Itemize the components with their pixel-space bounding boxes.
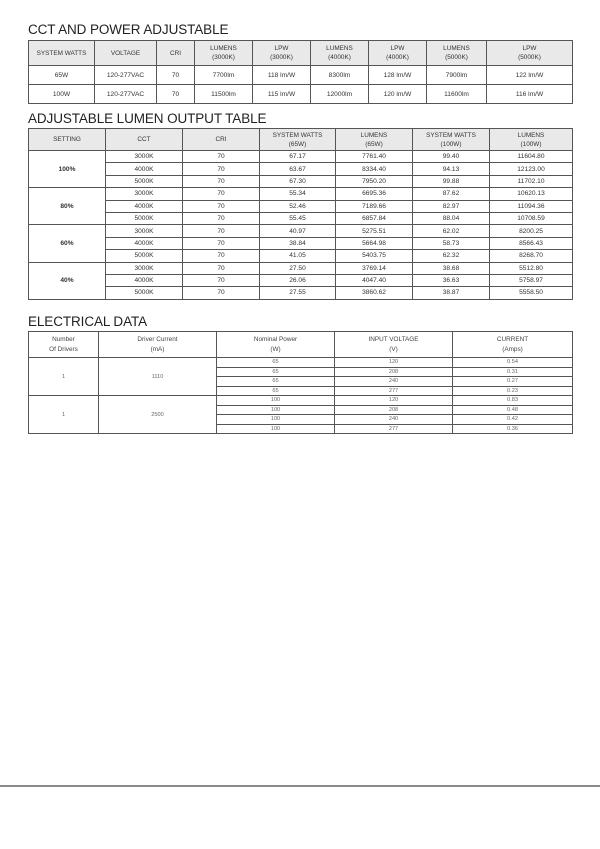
table-cell: 65	[217, 386, 335, 396]
table-cell: 67.17	[260, 151, 336, 163]
table-row	[29, 188, 573, 200]
column-header	[336, 129, 413, 151]
column-header	[413, 129, 490, 151]
table-cell: 5512.80	[490, 262, 573, 274]
header-label: SYSTEM WATTS	[426, 131, 476, 139]
header-label: LUMENS	[360, 131, 388, 139]
header-unit: (W)	[270, 345, 281, 353]
header-label: LPW	[522, 45, 537, 52]
column-header	[99, 332, 217, 358]
table-cell: 0.31	[453, 367, 573, 377]
table-cell: 38.68	[413, 262, 490, 274]
table-cell: 70	[157, 85, 195, 104]
table-row	[29, 250, 573, 262]
header-unit: (mA)	[150, 345, 165, 353]
table-cell: 208	[335, 405, 453, 415]
table-cell: 0.48	[453, 405, 573, 415]
table-cell: 70	[183, 262, 260, 274]
setting-cell: 100%	[29, 151, 106, 188]
table-cell: 70	[157, 66, 195, 85]
header-unit: (4000K)	[386, 54, 409, 61]
setting-cell: 60%	[29, 225, 106, 262]
table-cell: 70	[183, 200, 260, 212]
table-cell: 70	[183, 225, 260, 237]
electrical-data-title: ELECTRICAL DATA	[28, 314, 148, 329]
table-cell: 11600lm	[427, 85, 487, 104]
table-cell: 5000K	[106, 250, 183, 262]
electrical-data-table	[28, 331, 573, 434]
table-cell: 58.73	[413, 237, 490, 249]
header-unit: (3000K)	[212, 54, 235, 61]
table-cell: 208	[335, 367, 453, 377]
column-header	[490, 129, 573, 151]
table-cell: 8566.43	[490, 237, 573, 249]
table-cell: 70	[183, 250, 260, 262]
header-label: Number	[52, 335, 75, 343]
table-row	[29, 66, 573, 85]
table-cell: 0.83	[453, 396, 573, 406]
setting-cell: 80%	[29, 188, 106, 225]
table-cell: 0.27	[453, 377, 573, 387]
column-header	[106, 129, 183, 151]
header-label: LUMENS	[443, 45, 470, 52]
table-cell: 5000K	[106, 212, 183, 224]
table-cell: 3769.14	[336, 262, 413, 274]
header-unit: (5000K)	[445, 54, 468, 61]
header-unit: (5000K)	[518, 54, 541, 61]
table-cell: 120 lm/W	[369, 85, 427, 104]
header-label: INPUT VOLTAGE	[368, 335, 419, 343]
table-cell: 70	[183, 188, 260, 200]
table-cell: 70	[183, 237, 260, 249]
table-cell: 62.32	[413, 250, 490, 262]
table-cell: 63.67	[260, 163, 336, 175]
table-cell: 88.04	[413, 212, 490, 224]
table-cell: 100W	[29, 85, 95, 104]
table-cell: 7950.20	[336, 175, 413, 187]
table-row	[29, 85, 573, 104]
column-header	[29, 332, 99, 358]
table-cell: 3000K	[106, 225, 183, 237]
table-cell: 65W	[29, 66, 95, 85]
table-cell: 3860.62	[336, 287, 413, 299]
table-cell: 82.97	[413, 200, 490, 212]
table-cell: 55.34	[260, 188, 336, 200]
table-cell: 7189.66	[336, 200, 413, 212]
table-cell: 55.45	[260, 212, 336, 224]
column-header	[195, 41, 253, 66]
column-header	[369, 41, 427, 66]
header-label: Nominal Power	[253, 335, 298, 343]
table-cell: 41.05	[260, 250, 336, 262]
table-row	[29, 200, 573, 212]
table-row	[29, 151, 573, 163]
column-header	[29, 129, 106, 151]
table-cell: 8200.25	[490, 225, 573, 237]
lumen-output-title: ADJUSTABLE LUMEN OUTPUT TABLE	[28, 111, 267, 126]
table-row	[29, 225, 573, 237]
header-label: CRI	[169, 49, 181, 57]
header-label: LPW	[274, 45, 289, 52]
table-row	[29, 175, 573, 187]
table-cell: 5275.51	[336, 225, 413, 237]
table-cell: 70	[183, 163, 260, 175]
table-cell: 65	[217, 358, 335, 368]
table-cell: 120-277VAC	[95, 66, 157, 85]
column-header	[260, 129, 336, 151]
table-cell: 115 lm/W	[253, 85, 311, 104]
table-cell: 8334.40	[336, 163, 413, 175]
table-cell: 120	[335, 396, 453, 406]
table-cell: 65	[217, 377, 335, 387]
table-cell: 38.84	[260, 237, 336, 249]
table-cell: 3000K	[106, 151, 183, 163]
table-cell: 100	[217, 396, 335, 406]
table-cell: 10620.13	[490, 188, 573, 200]
table-cell: 120-277VAC	[95, 85, 157, 104]
table-cell: 128 lm/W	[369, 66, 427, 85]
table-cell: 0.54	[453, 358, 573, 368]
header-label: VOLTAGE	[110, 49, 141, 57]
table-cell: 0.23	[453, 386, 573, 396]
table-cell: 5403.75	[336, 250, 413, 262]
table-cell: 100	[217, 405, 335, 415]
header-unit: (100W)	[520, 140, 542, 148]
column-header	[183, 129, 260, 151]
table-cell: 70	[183, 175, 260, 187]
table-cell: 0.36	[453, 424, 573, 434]
table-row	[29, 237, 573, 249]
header-unit: (Amps)	[502, 345, 523, 353]
header-label: CRI	[215, 136, 227, 143]
table-cell: 122 lm/W	[487, 66, 573, 85]
table-cell: 0.42	[453, 415, 573, 425]
column-header	[453, 332, 573, 358]
table-cell: 120	[335, 358, 453, 368]
drivers-cell: 1	[29, 358, 99, 396]
table-cell: 38.87	[413, 287, 490, 299]
table-cell: 6695.36	[336, 188, 413, 200]
table-cell: 7700lm	[195, 66, 253, 85]
header-unit: (100W)	[440, 140, 462, 148]
table-cell: 7761.40	[336, 151, 413, 163]
table-cell: 8268.70	[490, 250, 573, 262]
table-cell: 99.40	[413, 151, 490, 163]
table-cell: 94.13	[413, 163, 490, 175]
table-cell: 70	[183, 274, 260, 286]
table-row	[29, 163, 573, 175]
header-unit: Of Drivers	[49, 345, 78, 353]
table-row	[29, 274, 573, 286]
header-label: LUMENS	[517, 131, 545, 139]
header-unit: (65W)	[365, 140, 383, 148]
header-label: Driver Current	[137, 335, 178, 343]
header-unit: (4000K)	[328, 54, 351, 61]
column-header	[95, 41, 157, 66]
column-header	[427, 41, 487, 66]
lumen-output-table	[28, 128, 573, 300]
header-label: LUMENS	[210, 45, 237, 52]
table-row	[29, 396, 573, 406]
table-cell: 4047.40	[336, 274, 413, 286]
table-cell: 70	[183, 287, 260, 299]
table-cell: 10708.59	[490, 212, 573, 224]
table-cell: 67.30	[260, 175, 336, 187]
table-cell: 5664.98	[336, 237, 413, 249]
table-cell: 27.55	[260, 287, 336, 299]
table-cell: 11094.36	[490, 200, 573, 212]
column-header	[335, 332, 453, 358]
column-header	[253, 41, 311, 66]
table-cell: 11702.10	[490, 175, 573, 187]
table-cell: 99.88	[413, 175, 490, 187]
table-cell: 5000K	[106, 287, 183, 299]
table-cell: 62.02	[413, 225, 490, 237]
header-unit: (65W)	[288, 140, 307, 148]
table-cell: 100	[217, 415, 335, 425]
table-row	[29, 358, 573, 368]
driver-current-cell: 1110	[99, 358, 217, 396]
table-cell: 277	[335, 424, 453, 434]
cct-power-table	[28, 40, 573, 104]
table-cell: 100	[217, 424, 335, 434]
table-cell: 12123.00	[490, 163, 573, 175]
table-cell: 7900lm	[427, 66, 487, 85]
table-cell: 87.62	[413, 188, 490, 200]
header-label: SYSTEM WATTS	[272, 131, 323, 139]
header-label: CURRENT	[496, 335, 529, 343]
table-cell: 36.63	[413, 274, 490, 286]
table-row	[29, 262, 573, 274]
table-cell: 12000lm	[311, 85, 369, 104]
table-cell: 240	[335, 415, 453, 425]
table-cell: 26.06	[260, 274, 336, 286]
table-cell: 3000K	[106, 188, 183, 200]
header-label: SETTING	[53, 136, 81, 143]
table-cell: 5558.50	[490, 287, 573, 299]
table-cell: 4000K	[106, 274, 183, 286]
table-cell: 4000K	[106, 200, 183, 212]
table-cell: 70	[183, 212, 260, 224]
header-label: CCT	[137, 136, 151, 143]
cct-power-title: CCT AND POWER ADJUSTABLE	[28, 22, 229, 37]
table-cell: 6857.84	[336, 212, 413, 224]
driver-current-cell: 2500	[99, 396, 217, 434]
footer-divider	[0, 785, 600, 787]
table-cell: 11500lm	[195, 85, 253, 104]
drivers-cell: 1	[29, 396, 99, 434]
table-row	[29, 212, 573, 224]
column-header	[29, 41, 95, 66]
table-cell: 65	[217, 367, 335, 377]
table-cell: 70	[183, 151, 260, 163]
header-label: LPW	[390, 45, 405, 52]
column-header	[217, 332, 335, 358]
table-row	[29, 287, 573, 299]
table-cell: 3000K	[106, 262, 183, 274]
table-cell: 118 lm/W	[253, 66, 311, 85]
header-label: LUMENS	[326, 45, 353, 52]
column-header	[311, 41, 369, 66]
column-header	[157, 41, 195, 66]
table-cell: 11604.80	[490, 151, 573, 163]
table-cell: 27.50	[260, 262, 336, 274]
table-cell: 277	[335, 386, 453, 396]
setting-cell: 40%	[29, 262, 106, 299]
header-unit: (3000K)	[270, 54, 293, 61]
column-header	[487, 41, 573, 66]
table-cell: 240	[335, 377, 453, 387]
table-cell: 4000K	[106, 237, 183, 249]
header-label: SYSTEM WATTS	[36, 49, 87, 57]
table-cell: 116 lm/W	[487, 85, 573, 104]
table-cell: 5758.97	[490, 274, 573, 286]
table-cell: 5000K	[106, 175, 183, 187]
table-cell: 52.46	[260, 200, 336, 212]
table-cell: 40.97	[260, 225, 336, 237]
header-unit: (V)	[389, 345, 398, 353]
table-cell: 8300lm	[311, 66, 369, 85]
table-cell: 4000K	[106, 163, 183, 175]
